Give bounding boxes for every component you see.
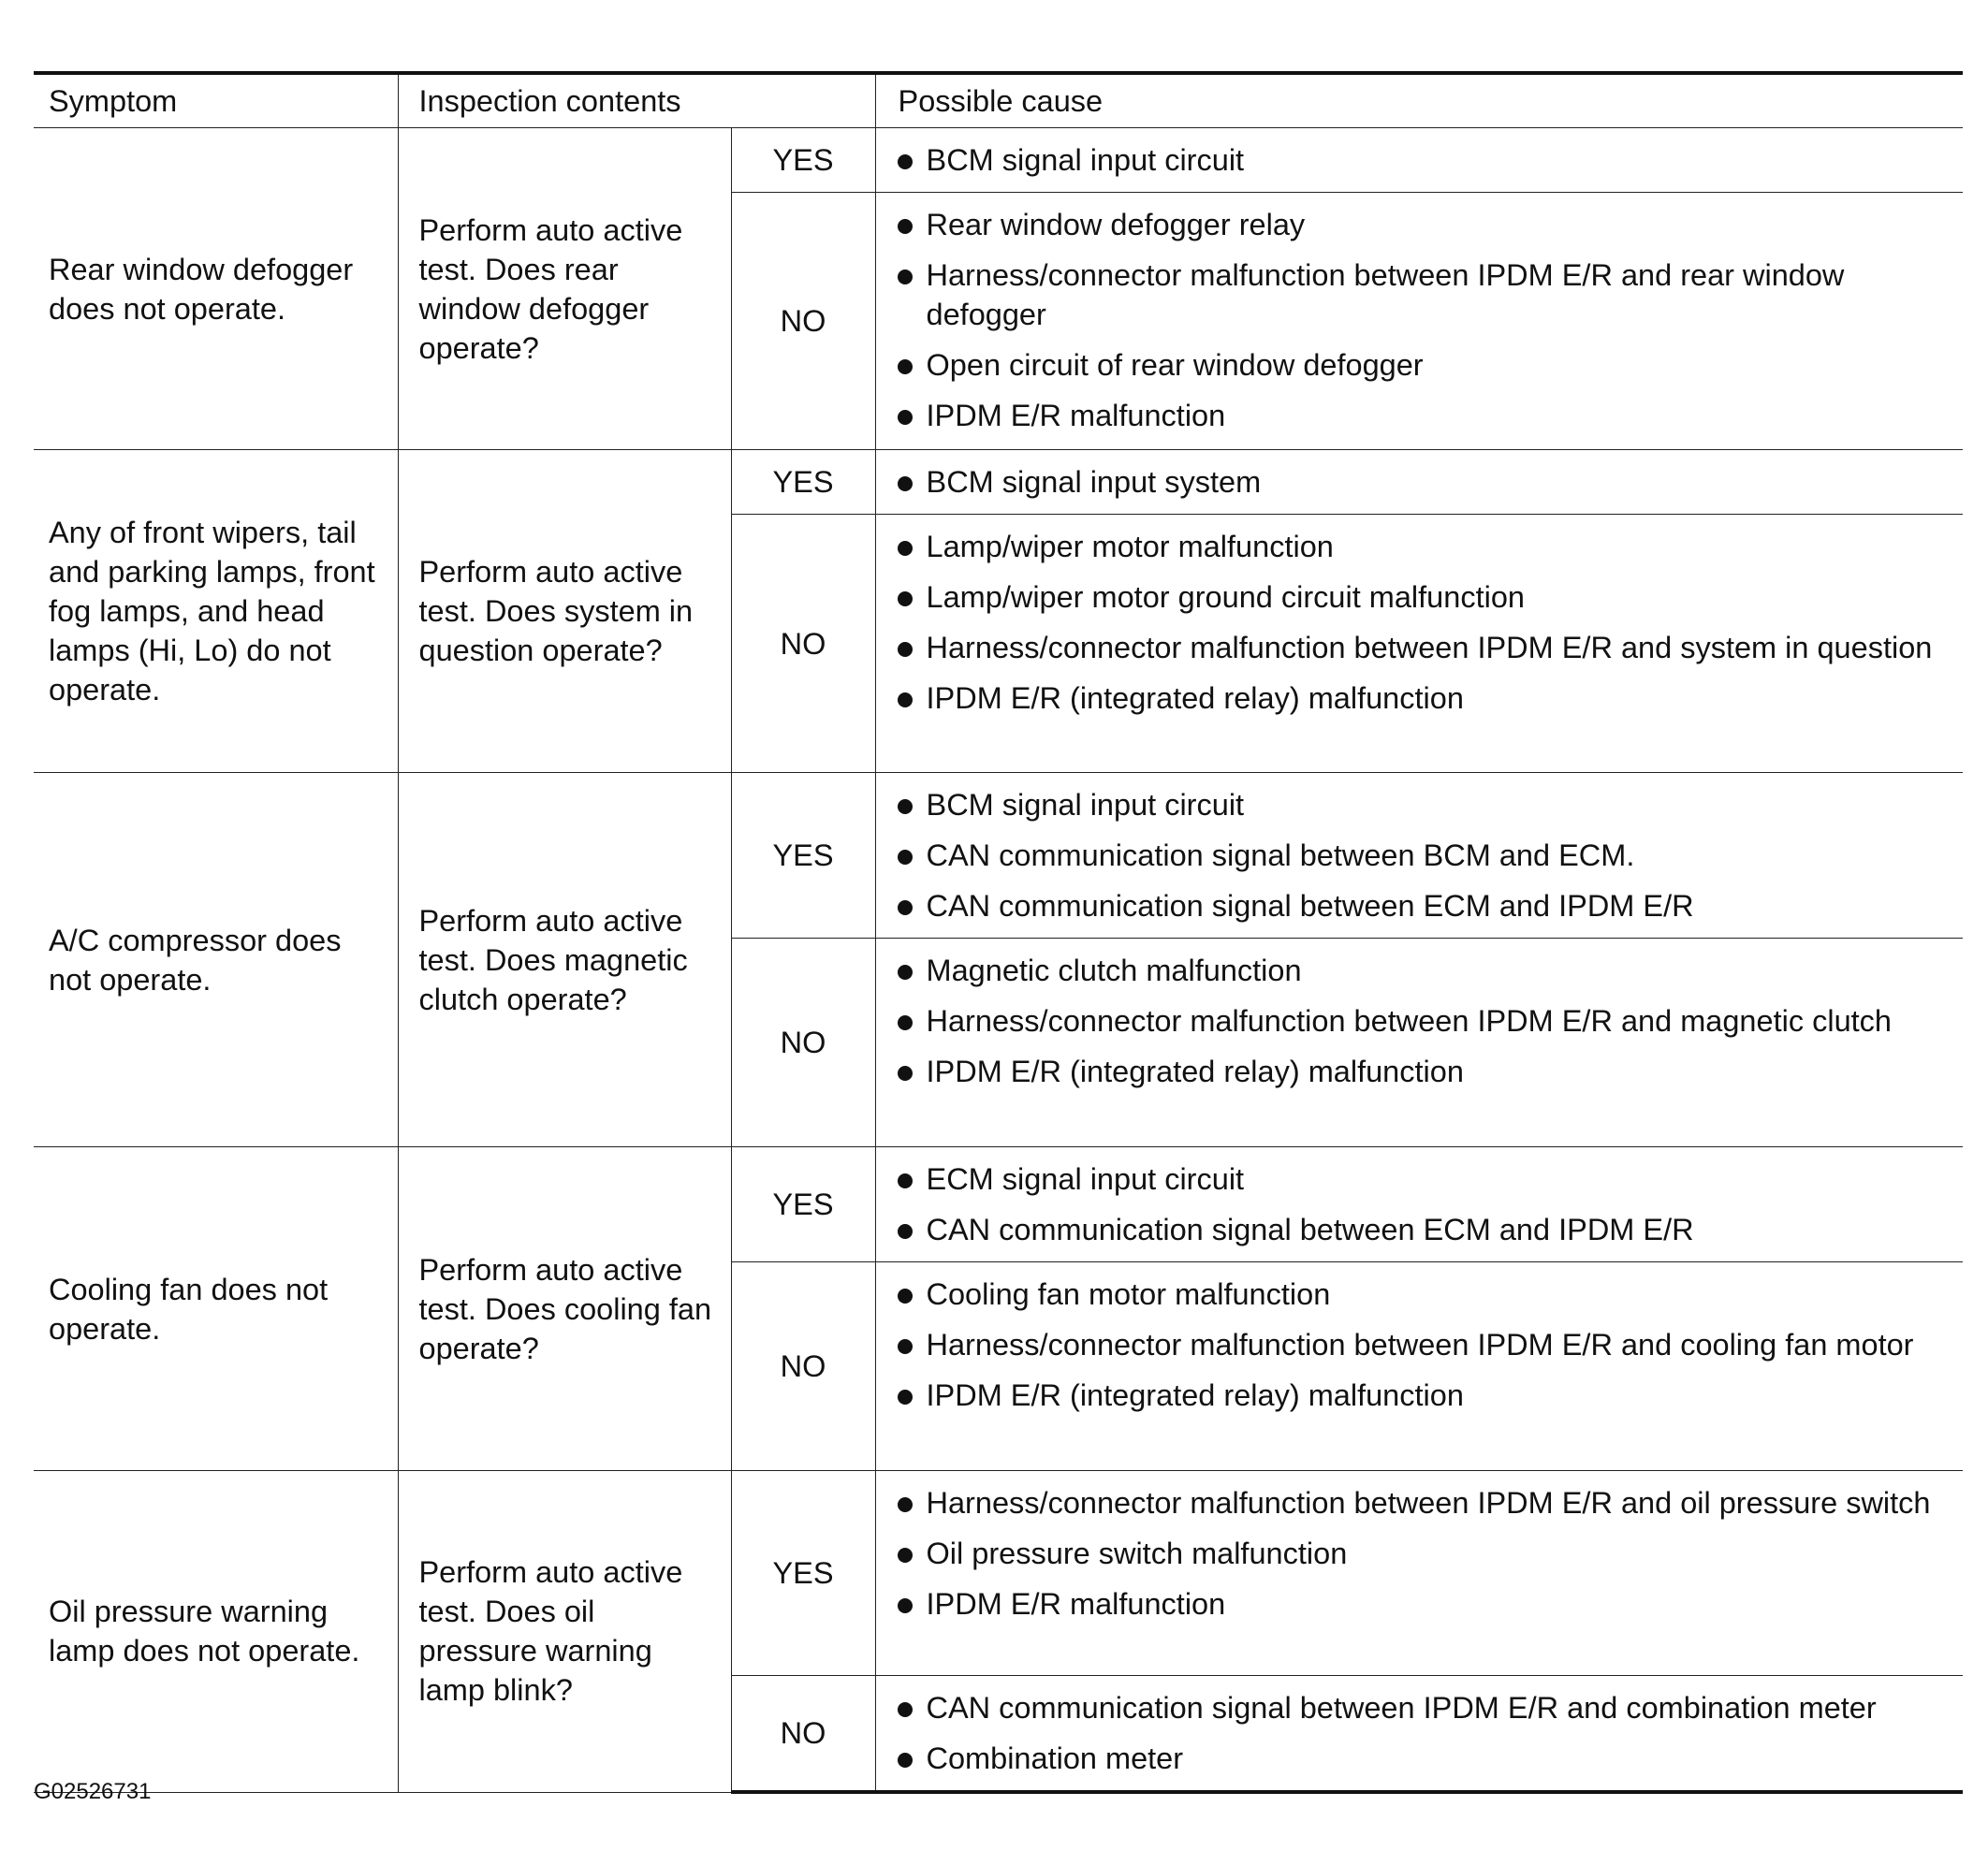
cause-item: BCM signal input circuit [895,135,1958,185]
inspection-cell [398,128,731,450]
possible-cause-cell [875,1262,1963,1471]
symptom-cell [34,773,398,1147]
symptom-cell [34,1147,398,1471]
cause-item: Harness/connector malfunction between IPDM E/R and rear window defogger [895,250,1958,340]
cause-list [895,1478,1958,1629]
cause-item: BCM signal input system [895,457,1958,507]
header-inspection: Inspection contents [398,73,875,128]
cause-item: Combination meter [895,1733,1958,1784]
cause-list [895,199,1958,441]
cause-list [895,1269,1958,1421]
cause-item: Harness/connector malfunction between IPDM E/R and cooling fan motor [895,1319,1958,1370]
cause-list [895,457,1958,507]
cause-item: BCM signal input circuit [895,780,1958,830]
cause-item: Harness/connector malfunction between IPDM E/R and oil pressure switch [895,1478,1958,1528]
cause-list [895,1683,1958,1784]
symptom-text: Oil pressure warning lamp does not operate. [49,1595,360,1668]
symptom-row [34,128,1963,193]
symptom-cell [34,1471,398,1793]
cause-item: Harness/connector malfunction between IPDM E/R and magnetic clutch [895,996,1958,1046]
cause-item: Open circuit of rear window defogger [895,340,1958,390]
result-yes: YES [731,773,875,939]
result-no: NO [731,515,875,773]
symptom-row [34,773,1963,939]
cause-item: Rear window defogger relay [895,199,1958,250]
possible-cause-cell [875,1471,1963,1676]
cause-item: IPDM E/R (integrated relay) malfunction [895,1046,1958,1097]
possible-cause-cell [875,193,1963,450]
header-row [34,73,1963,128]
result-no: NO [731,939,875,1147]
result-no: NO [731,193,875,450]
figure-id: G02526731 [34,1779,152,1804]
diagnosis-table [34,71,1963,1794]
possible-cause-cell [875,515,1963,773]
result-yes: YES [731,450,875,515]
possible-cause-cell [875,1676,1963,1793]
cause-item: IPDM E/R (integrated relay) malfunction [895,673,1958,723]
cause-item: CAN communication signal between BCM and ECM. [895,830,1958,881]
possible-cause-cell [875,773,1963,939]
inspection-text: Perform auto active test. Does magnetic clutch operate? [418,903,688,1016]
cause-item: Lamp/wiper motor ground circuit malfunction [895,572,1958,622]
inspection-text: Perform auto active test. Does cooling fan operate? [418,1252,712,1365]
symptom-text: A/C compressor does not operate. [49,923,342,997]
inspection-cell [398,450,731,773]
symptom-cell [34,450,398,773]
possible-cause-cell [875,1147,1963,1262]
cause-list [895,135,1958,185]
cause-item: CAN communication signal between ECM and IPDM E/R [895,1204,1958,1255]
inspection-cell [398,1471,731,1793]
cause-item: Harness/connector malfunction between IPDM E/R and system in question [895,622,1958,673]
inspection-cell [398,1147,731,1471]
symptom-row [34,1147,1963,1262]
result-no: NO [731,1262,875,1471]
cause-item: CAN communication signal between ECM and IPDM E/R [895,881,1958,931]
inspection-text: Perform auto active test. Does oil pressure warning lamp blink? [418,1555,683,1708]
cause-item: CAN communication signal between IPDM E/R and combination meter [895,1683,1958,1733]
inspection-text: Perform auto active test. Does rear window defogger operate? [418,212,683,365]
inspection-cell [398,773,731,1147]
cause-list [895,1154,1958,1255]
symptom-row [34,450,1963,515]
symptom-text: Any of front wipers, tail and parking lamps, front fog lamps, and head lamps (Hi, Lo) do not operate. [49,516,375,707]
possible-cause-cell [875,939,1963,1147]
header-symptom: Symptom [34,73,398,128]
cause-list [895,780,1958,931]
cause-list [895,521,1958,723]
symptom-text: Cooling fan does not operate. [49,1272,329,1346]
cause-list [895,945,1958,1097]
possible-cause-cell [875,450,1963,515]
cause-item: IPDM E/R malfunction [895,1579,1958,1629]
result-yes: YES [731,128,875,193]
cause-item: Oil pressure switch malfunction [895,1528,1958,1579]
symptom-text: Rear window defogger does not operate. [49,252,354,326]
cause-item: IPDM E/R malfunction [895,390,1958,441]
cause-item: Magnetic clutch malfunction [895,945,1958,996]
result-no: NO [731,1676,875,1793]
header-possible-cause: Possible cause [875,73,1963,128]
cause-item: Cooling fan motor malfunction [895,1269,1958,1319]
symptom-row [34,1471,1963,1676]
possible-cause-cell [875,128,1963,193]
cause-item: Lamp/wiper motor malfunction [895,521,1958,572]
result-yes: YES [731,1147,875,1262]
cause-item: IPDM E/R (integrated relay) malfunction [895,1370,1958,1421]
result-yes: YES [731,1471,875,1676]
symptom-cell [34,128,398,450]
inspection-text: Perform auto active test. Does system in question operate? [418,555,694,667]
cause-item: ECM signal input circuit [895,1154,1958,1204]
